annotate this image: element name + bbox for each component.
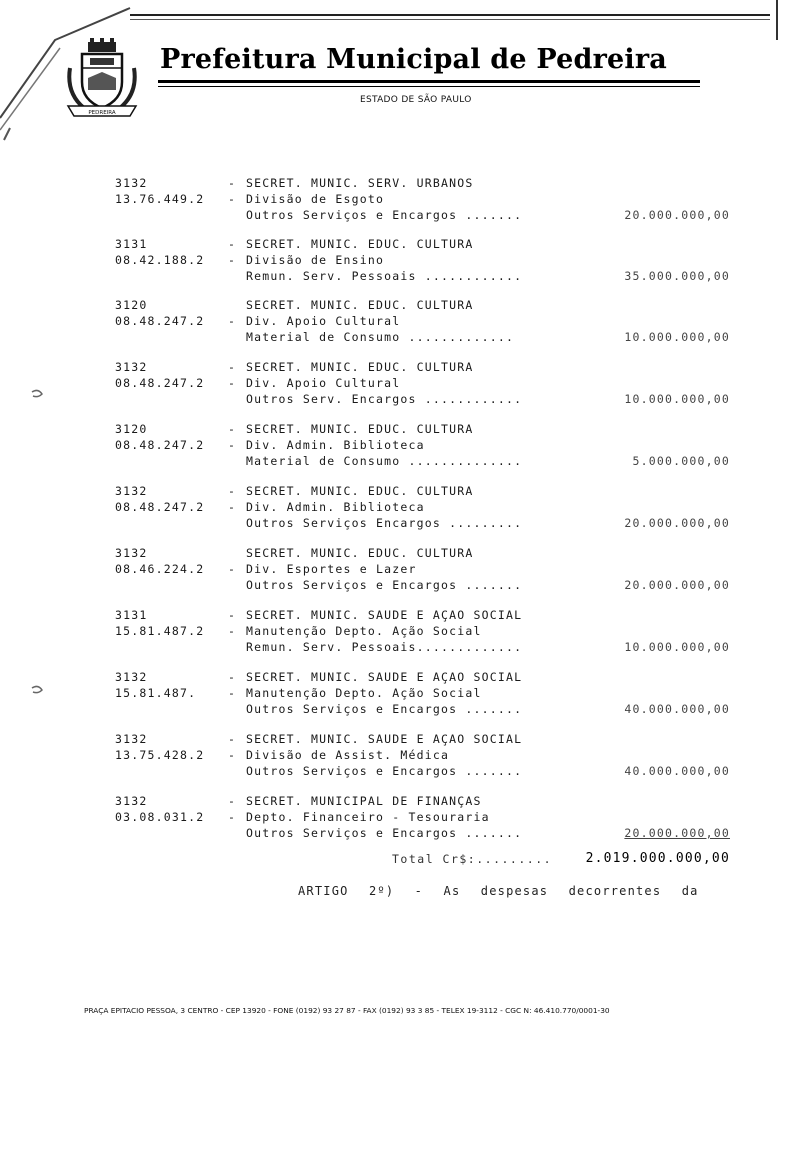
entry-account: 03.08.031.2: [115, 810, 205, 824]
entry-account: 13.76.449.2: [115, 192, 205, 206]
entry-division: Div. Esportes e Lazer: [246, 562, 417, 576]
entry-amount: 35.000.000,00: [624, 269, 730, 283]
budget-entry: [0, 732, 800, 784]
entry-division: Div. Admin. Biblioteca: [246, 438, 425, 452]
entry-amount: 20.000.000,00: [624, 516, 730, 530]
entry-account: 08.42.188.2: [115, 253, 205, 267]
entry-dash: -: [228, 438, 237, 452]
entry-amount: 40.000.000,00: [624, 764, 730, 778]
entry-expense: Outros Serviços e Encargos .......: [246, 702, 523, 716]
entry-secretaria: SECRET. MUNIC. SAUDE E AÇAO SOCIAL: [246, 608, 523, 622]
entry-division: Manutenção Depto. Ação Social: [246, 624, 482, 638]
scan-speck: [30, 388, 46, 400]
entry-secretaria: SECRET. MUNIC. EDUC. CULTURA: [246, 360, 474, 374]
page-title: Prefeitura Municipal de Pedreira: [160, 44, 667, 75]
total-label: Total Cr$:.........: [392, 852, 553, 866]
entry-division: Divisão de Ensino: [246, 253, 385, 267]
entry-amount: 10.000.000,00: [624, 330, 730, 344]
entry-secretaria: SECRET. MUNIC. EDUC. CULTURA: [246, 237, 474, 251]
budget-entry: [0, 176, 800, 228]
entry-dash: -: [228, 192, 237, 206]
budget-entry: [0, 608, 800, 660]
entry-amount: 20.000.000,00: [624, 208, 730, 222]
entry-secretaria: SECRET. MUNIC. EDUC. CULTURA: [246, 484, 474, 498]
entry-division: Divisão de Esgoto: [246, 192, 385, 206]
entry-amount: 40.000.000,00: [624, 702, 730, 716]
entry-amount: 10.000.000,00: [624, 640, 730, 654]
entry-dash: -: [228, 176, 237, 190]
entry-dash: -: [228, 253, 237, 267]
total-value: 2.019.000.000,00: [585, 851, 730, 866]
entry-code: 3131: [115, 237, 148, 251]
entry-division: Div. Apoio Cultural: [246, 376, 401, 390]
entry-division: Depto. Financeiro - Tesouraria: [246, 810, 490, 824]
page-edge-top-shadow: [130, 19, 770, 20]
entry-account: 08.48.247.2: [115, 500, 205, 514]
budget-entry: [0, 237, 800, 289]
budget-entry: [0, 546, 800, 598]
entry-code: 3132: [115, 484, 148, 498]
entry-division: Div. Apoio Cultural: [246, 314, 401, 328]
entry-dash: -: [228, 732, 237, 746]
budget-entry: [0, 298, 800, 350]
entry-dash: -: [228, 810, 237, 824]
entry-secretaria: SECRET. MUNICIPAL DE FINANÇAS: [246, 794, 482, 808]
budget-entry: [0, 360, 800, 412]
entry-amount: 10.000.000,00: [624, 392, 730, 406]
entry-account: 08.46.224.2: [115, 562, 205, 576]
entry-code: 3132: [115, 360, 148, 374]
entry-amount: 20.000.000,00: [624, 578, 730, 592]
svg-text:PEDREIRA: PEDREIRA: [88, 110, 116, 116]
entry-expense: Remun. Serv. Pessoais ............: [246, 269, 523, 283]
entry-account: 08.48.247.2: [115, 314, 205, 328]
entry-account: 08.48.247.2: [115, 438, 205, 452]
entry-amount: 5.000.000,00: [632, 454, 730, 468]
total-row: [0, 852, 800, 870]
entry-secretaria: SECRET. MUNIC. EDUC. CULTURA: [246, 546, 474, 560]
entry-expense: Outros Serviços Encargos .........: [246, 516, 523, 530]
entry-division: Divisão de Assist. Médica: [246, 748, 450, 762]
entry-dash: -: [228, 376, 237, 390]
entry-expense: Outros Serviços e Encargos .......: [246, 826, 523, 840]
entry-expense: Outros Serviços e Encargos .......: [246, 208, 523, 222]
entry-dash: -: [228, 670, 237, 684]
article-text: ARTIGO 2º) - As despesas decorrentes da: [298, 884, 699, 898]
entry-code: 3120: [115, 298, 148, 312]
budget-entry: [0, 422, 800, 474]
entry-dash: -: [228, 314, 237, 328]
budget-entry: [0, 670, 800, 722]
entry-expense: Outros Serv. Encargos ............: [246, 392, 523, 406]
entry-secretaria: SECRET. MUNIC. SAUDE E AÇAO SOCIAL: [246, 732, 523, 746]
entry-expense: Outros Serviços e Encargos .......: [246, 764, 523, 778]
entry-expense: Outros Serviços e Encargos .......: [246, 578, 523, 592]
footer-address: PRAÇA EPITACIO PESSOA, 3 CENTRO - CEP 13920 - FONE (0192) 93 27 87 - FAX (0192) 93 3 85 - TELEX 19-3112 - CGC N: 46.410.770/0001-30: [84, 1006, 610, 1015]
entry-expense: Material de Consumo .............: [246, 330, 515, 344]
entry-dash: -: [228, 360, 237, 374]
entry-dash: -: [228, 608, 237, 622]
entry-code: 3120: [115, 422, 148, 436]
entry-dash: -: [228, 794, 237, 808]
entry-account: 15.81.487.: [115, 686, 197, 700]
budget-entry: [0, 794, 800, 846]
entry-account: 15.81.487.2: [115, 624, 205, 638]
entry-dash: -: [228, 500, 237, 514]
entry-secretaria: SECRET. MUNIC. SERV. URBANOS: [246, 176, 474, 190]
entry-secretaria: SECRET. MUNIC. EDUC. CULTURA: [246, 422, 474, 436]
header-rule-thin: [158, 86, 700, 87]
page-subtitle: ESTADO DE SÃO PAULO: [360, 95, 472, 105]
scan-speck: [30, 684, 46, 696]
page-edge-right: [776, 0, 778, 40]
entry-division: Div. Admin. Biblioteca: [246, 500, 425, 514]
entry-dash: -: [228, 237, 237, 251]
entry-account: 08.48.247.2: [115, 376, 205, 390]
page-edge-top: [130, 14, 770, 16]
entry-amount: 20.000.000,00: [624, 826, 730, 840]
entry-secretaria: SECRET. MUNIC. EDUC. CULTURA: [246, 298, 474, 312]
entry-code: 3132: [115, 176, 148, 190]
entry-secretaria: SECRET. MUNIC. SAUDE E AÇAO SOCIAL: [246, 670, 523, 684]
entry-code: 3132: [115, 546, 148, 560]
entry-code: 3131: [115, 608, 148, 622]
entry-dash: -: [228, 562, 237, 576]
entry-dash: -: [228, 748, 237, 762]
header-rule: [158, 80, 700, 83]
entry-dash: -: [228, 624, 237, 638]
entry-dash: -: [228, 484, 237, 498]
entry-dash: -: [228, 422, 237, 436]
entry-code: 3132: [115, 794, 148, 808]
entry-expense: Material de Consumo ..............: [246, 454, 523, 468]
entry-code: 3132: [115, 732, 148, 746]
entry-code: 3132: [115, 670, 148, 684]
coat-of-arms-icon: [64, 38, 140, 122]
entry-account: 13.75.428.2: [115, 748, 205, 762]
budget-entry: [0, 484, 800, 536]
entry-expense: Remun. Serv. Pessoais.............: [246, 640, 523, 654]
entry-dash: -: [228, 686, 237, 700]
entry-division: Manutenção Depto. Ação Social: [246, 686, 482, 700]
